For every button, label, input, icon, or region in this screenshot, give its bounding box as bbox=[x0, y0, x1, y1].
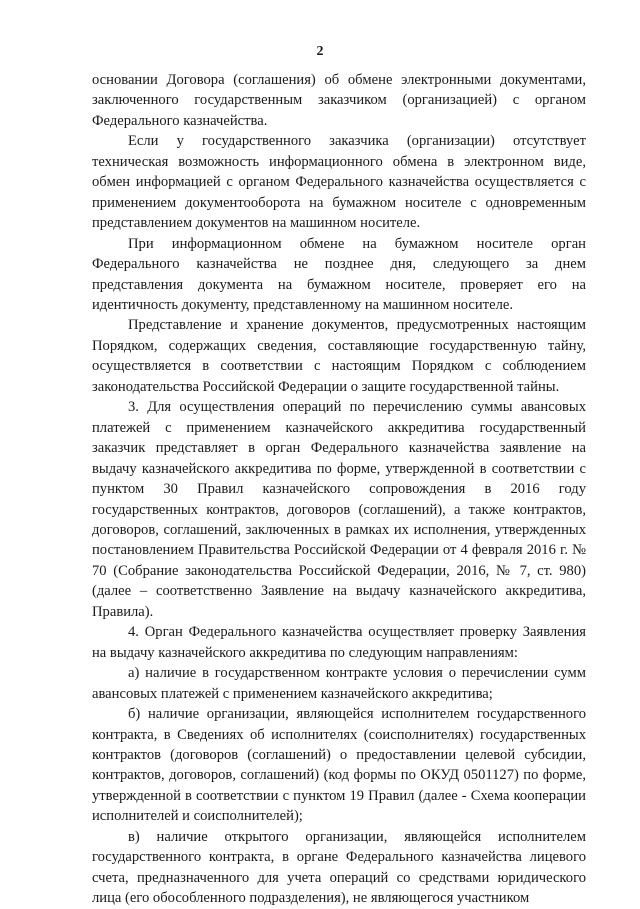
paragraph-clause-4: 4. Орган Федерального казначейства осуществляет проверку Заявления на выдачу казначейского аккредитива по следующим направлениям: bbox=[92, 624, 586, 661]
document-body bbox=[92, 70, 586, 909]
paragraph-clause-3: 3. Для осуществления операций по перечислению суммы авансовых платежей с применением казначейского аккредитива государственный заказчик представляет в орган Федерального казначейства заявление на выдачу казначейского аккредитива по форме, утвержденной в соответствии с пунктом 30 Правил казначейского сопровождения в 2016 году государственных контрактов, договоров (соглашений), а также контрактов, договоров, соглашений, заключенных в рамках их исполнения, утвержденных постановлением Правительства Российской Федерации от 4 февраля 2016 г. № 70 (Собрание законодательства Российской Федерации, 2016, № 7, ст. 980) (далее – соответственно Заявление на выдачу казначейского аккредитива, Правила). bbox=[92, 399, 586, 620]
paragraph-item-v: в) наличие открытого организации, являющейся исполнителем государственного контракта, в органе Федерального казначейства лицевого счета, предназначенного для учета операций со средствами юридического лица (его обособленного подразделения), не являющегося участником bbox=[92, 828, 586, 907]
paragraph-item-b: б) наличие организации, являющейся исполнителем государственного контракта, в Сведениях об исполнителях (соисполнителях) государственных контрактов (договоров (соглашений) о предоставлении целевой субсидии, контрактов, договоров, соглашений) (код формы по ОКУД 0501127) по форме, утвержденной в соответствии с пунктом 19 Правил (далее - Схема кооперации исполнителей и соисполнителей); bbox=[92, 706, 586, 825]
paragraph-paper-exchange-check: При информационном обмене на бумажном носителе орган Федерального казначейства не позднее дня, следующего за днем представления документа на бумажном носителе, проверяет его на идентичность документу, представленному на машинном носителе. bbox=[92, 235, 586, 313]
paragraph-continuation: основании Договора (соглашения) об обмене электронными документами, заключенного государственным заказчиком (организацией) с органом Федерального казначейства. bbox=[92, 72, 586, 129]
page-number: 2 bbox=[316, 44, 324, 59]
paragraph-item-a: а) наличие в государственном контракте условия о перечислении сумм авансовых платежей с применением казначейского аккредитива; bbox=[92, 665, 586, 702]
paragraph-no-electronic-exchange: Если у государственного заказчика (организации) отсутствует техническая возможность информационного обмена в электронном виде, обмен информацией с органом Федерального казначейства осуществляется с применением документооборота на бумажном носителе с одновременным представлением документов на машинном носителе. bbox=[92, 133, 586, 232]
paragraph-state-secret: Представление и хранение документов, предусмотренных настоящим Порядком, содержащих сведения, составляющие государственную тайну, осуществляется в соответствии с настоящим Порядком с соблюдением законодательства Российской Федерации о защите государственной тайны. bbox=[92, 317, 586, 395]
